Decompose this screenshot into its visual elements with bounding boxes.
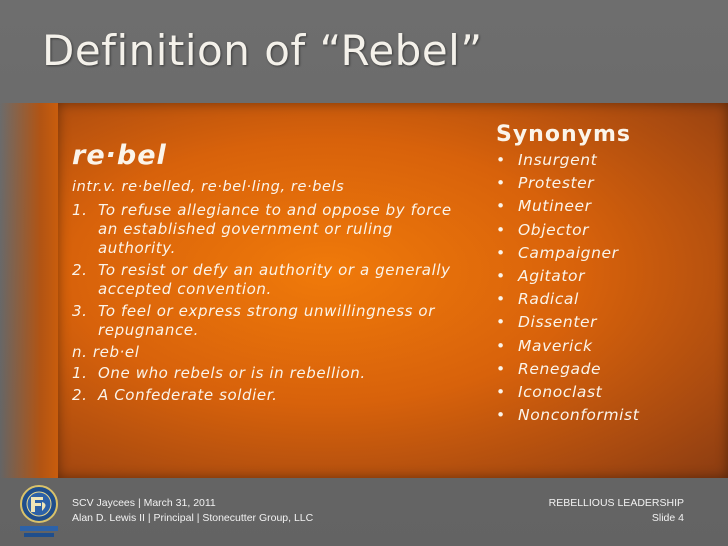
list-item: • Campaigner: [496, 243, 619, 262]
list-item: • Maverick: [496, 336, 593, 355]
synonyms-column: [496, 122, 716, 427]
definition-column: [72, 140, 472, 408]
list-item: • Nonconformist: [496, 406, 640, 425]
list-item: • Agitator: [496, 267, 586, 286]
definition-item: 1. To refuse allegiance to and oppose by force an established government or ruling authority.: [72, 201, 452, 257]
list-item: • Renegade: [496, 359, 602, 378]
list-item: • Dissenter: [496, 313, 598, 332]
definition-item: 2. A Confederate soldier.: [72, 386, 278, 404]
definition-item: 2. To resist or defy an authority or a generally accepted convention.: [72, 261, 451, 298]
footer-presenter: Alan D. Lewis II | Principal | Stonecutter Group, LLC: [72, 512, 314, 524]
verb-definitions: [72, 201, 472, 340]
list-item: • Iconoclast: [496, 383, 603, 402]
verb-part-of-speech: intr.v. re·belled, re·bel·ling, re·bels: [72, 179, 345, 195]
noun-part-of-speech: n. reb·el: [72, 343, 140, 361]
list-item: • Mutineer: [496, 197, 592, 216]
slide-title: Definition of “Rebel”: [42, 26, 483, 75]
noun-definitions: [72, 364, 472, 405]
footer-right: [549, 496, 684, 526]
synonyms-list: [496, 149, 716, 427]
definition-item: 3. To feel or express strong unwillingness or repugnance.: [72, 302, 435, 339]
list-item: • Protester: [496, 174, 595, 193]
list-item: • Objector: [496, 220, 590, 239]
headword: re·bel: [72, 140, 167, 171]
footer-slide-number: Slide 4: [651, 512, 684, 524]
list-item: • Radical: [496, 290, 579, 309]
jaycees-logo-icon: [16, 483, 62, 541]
footer-left: [72, 496, 313, 526]
definition-item: 1. One who rebels or is in rebellion.: [72, 364, 366, 382]
footer-event: SCV Jaycees | March 31, 2011: [72, 497, 216, 509]
list-item: • Insurgent: [496, 151, 598, 169]
footer-presentation-title: REBELLIOUS LEADERSHIP: [548, 497, 684, 509]
synonyms-heading: Synonyms: [496, 122, 631, 147]
